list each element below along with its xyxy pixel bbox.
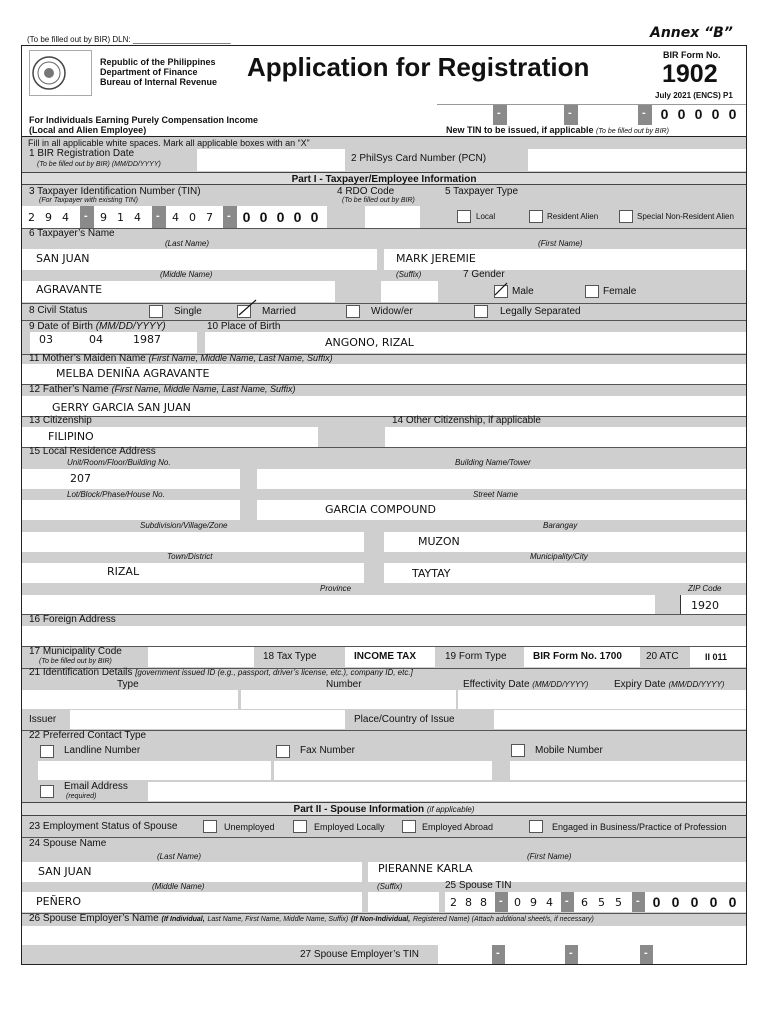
lot-caption: Lot/Block/Phase/House No. — [67, 490, 165, 499]
spouse-employer-name-field[interactable] — [22, 926, 746, 945]
dln-label: (To be filled out by BIR) DLN: ______________________ — [27, 35, 231, 44]
place-issue-caption: Place/Country of Issue — [354, 714, 455, 725]
item5-label: 5 Taxpayer Type — [445, 186, 519, 197]
citizenship-field[interactable]: FILIPINO — [22, 427, 318, 447]
item26-note-d: Registered Name) (Attach additional sheet/s, if necessary) — [412, 916, 594, 923]
spouse-suffix-caption: (Suffix) — [377, 882, 403, 891]
spouse-tin-digit: 2 — [450, 896, 457, 909]
mobile-field[interactable] — [510, 761, 746, 780]
lot-field[interactable] — [22, 500, 240, 520]
item27-label: 27 Spouse Employer’s TIN — [300, 949, 419, 960]
resident-alien-label: Resident Alien — [547, 212, 599, 221]
tin-digit: 4 — [172, 211, 179, 224]
new-tin-digit: 0 — [677, 106, 686, 122]
tin-branch-digit: 0 — [293, 209, 302, 225]
part2-note: (if applicable) — [426, 805, 475, 814]
married-checkbox[interactable] — [237, 305, 251, 318]
bir-seal-icon — [30, 51, 91, 95]
subdivision-field[interactable] — [22, 532, 364, 552]
widow-label: Widow/er — [371, 306, 413, 317]
female-checkbox[interactable] — [585, 285, 599, 298]
foreign-address-field[interactable] — [22, 626, 746, 646]
item3-note: (For Taxpayer with existing TIN) — [39, 197, 138, 204]
spouse-tin-digit: 8 — [480, 896, 487, 909]
tax-type-value: INCOME TAX — [345, 647, 435, 667]
part2-title: Part II - Spouse Information — [293, 804, 425, 815]
tin-digit: 0 — [189, 211, 196, 224]
building-field[interactable] — [257, 469, 746, 489]
widow-checkbox[interactable] — [346, 305, 360, 318]
item20-label: 20 ATC — [646, 651, 679, 662]
fax-label: Fax Number — [300, 745, 356, 756]
item10-label: 10 Place of Birth — [207, 321, 281, 332]
taxpayer-first-name-field[interactable]: MARK JEREMIE — [384, 249, 746, 270]
last-name-caption: (Last Name) — [165, 239, 210, 248]
special-nonresident-label: Special Non-Resident Alien — [637, 212, 734, 221]
spouse-tin-digit: 5 — [598, 896, 605, 909]
agency-line-1: Republic of the Philippines — [100, 57, 216, 67]
separated-label: Legally Separated — [500, 306, 581, 317]
birth-day: 04 — [89, 333, 103, 346]
tin-digit: 4 — [62, 211, 69, 224]
spouse-tin-digit: 0 — [514, 896, 521, 909]
new-tin-note: (To be filled out by BIR) — [596, 128, 669, 135]
item11-format: (First Name, Middle Name, Last Name, Suffix) — [148, 353, 333, 363]
place-of-birth-field[interactable]: ANGONO, RIZAL — [205, 332, 746, 353]
spouse-tin-digit: 8 — [465, 896, 472, 909]
item25-label: 25 Spouse TIN — [445, 880, 512, 891]
pcn-field[interactable] — [528, 149, 746, 171]
landline-label: Landline Number — [64, 745, 141, 756]
new-tin-digit: 0 — [728, 106, 737, 122]
employed-locally-label: Employed Locally — [314, 822, 385, 832]
fax-checkbox[interactable] — [276, 745, 290, 758]
item9-label: 9 Date of Birth — [29, 321, 93, 332]
spouse-middle-caption: (Middle Name) — [152, 882, 205, 891]
atc-value: II 011 — [690, 647, 746, 667]
id-type-caption: Type — [117, 679, 139, 690]
instruction-bar: Fill in all applicable white spaces. Mark all applicable boxes with an “X” — [22, 136, 746, 148]
married-label: Married — [262, 306, 296, 317]
item26-note-b: Last Name, First Name, Middle Name, Suffix) — [207, 916, 349, 923]
employed-locally-checkbox[interactable] — [293, 820, 307, 833]
item12-format: (First Name, Middle Name, Last Name, Suffix) — [111, 384, 296, 394]
spouse-employer-tin-field[interactable]: - - - — [438, 945, 746, 964]
id-number-caption: Number — [326, 679, 362, 690]
other-citizenship-field[interactable] — [385, 427, 746, 447]
form-no-label: BIR Form No. — [663, 50, 721, 60]
new-tin-label: New TIN to be issued, if applicable — [446, 125, 594, 135]
separated-checkbox[interactable] — [474, 305, 488, 318]
landline-field[interactable] — [38, 761, 271, 780]
tin-branch-digit: 0 — [310, 209, 319, 225]
mobile-checkbox[interactable] — [511, 744, 525, 757]
check-mark-icon — [237, 299, 257, 317]
expiry-caption: Expiry Date — [614, 679, 666, 690]
province-caption: Province — [320, 584, 352, 593]
spouse-tin-digit: 6 — [581, 896, 588, 909]
barangay-caption: Barangay — [543, 521, 578, 530]
item18-label: 18 Tax Type — [263, 651, 317, 662]
male-label: Male — [512, 286, 534, 297]
item26-label: 26 Spouse Employer’s Name — [29, 913, 159, 924]
municipality-code-field — [148, 647, 254, 667]
registration-date-field — [197, 149, 345, 171]
first-name-caption: (First Name) — [538, 239, 583, 248]
effectivity-format: (MM/DD/YYYY) — [532, 680, 589, 689]
tin-digit: 7 — [206, 211, 213, 224]
item1-note: (To be filled out by BIR) (MM/DD/YYYY) — [37, 161, 161, 168]
item16-label: 16 Foreign Address — [29, 614, 116, 625]
agency-line-2: Department of Finance — [100, 67, 198, 77]
item9-format: (MM/DD/YYYY) — [95, 321, 166, 332]
rdo-code-field — [365, 206, 420, 228]
issuer-field[interactable] — [70, 710, 345, 729]
business-label: Engaged in Business/Practice of Profession — [552, 822, 727, 832]
special-nonresident-checkbox[interactable] — [619, 210, 633, 223]
unit-field[interactable]: 207 — [22, 469, 240, 489]
item26-note-c: (If Non-Individual, — [351, 916, 411, 923]
spouse-tin-digit: 9 — [530, 896, 537, 909]
bir-seal — [29, 50, 92, 96]
item3-label: 3 Taxpayer Identification Number (TIN) — [29, 186, 201, 197]
form-version: July 2021 (ENCS) P1 — [655, 91, 733, 100]
unemployed-checkbox[interactable] — [203, 820, 217, 833]
applies-line-2: (Local and Alien Employee) — [29, 125, 147, 135]
form-number: 1902 — [662, 60, 718, 88]
male-checkbox[interactable] — [494, 285, 508, 298]
tin-digit: 4 — [134, 211, 141, 224]
new-tin-field: - - - 0 0 0 0 0 — [437, 104, 746, 124]
item1-label: 1 BIR Registration Date — [29, 148, 135, 159]
tin-branch-digit: 0 — [242, 209, 251, 225]
tin-field[interactable]: 2 9 4 - 9 1 4 - 4 0 7 - 0 0 0 0 0 — [22, 206, 327, 228]
subdivision-caption: Subdivision/Village/Zone — [140, 521, 228, 530]
annex-label: Annex “B” — [650, 25, 733, 41]
item21-note: [government issued ID (e.g., passport, driver’s license, etc.), company ID, etc.] — [135, 668, 413, 677]
item8-label: 8 Civil Status — [29, 305, 88, 316]
tin-digit: 9 — [45, 211, 52, 224]
item6-label: 6 Taxpayer’s Name — [29, 228, 115, 239]
barangay-field[interactable]: MUZON — [384, 532, 746, 552]
spouse-tin-field[interactable]: 2 8 8 - 0 9 4 - 6 5 5 - 0 0 0 0 0 — [445, 892, 746, 912]
agency-line-3: Bureau of Internal Revenue — [100, 77, 218, 87]
street-field[interactable]: GARCIA COMPOUND — [257, 500, 746, 520]
item4-label: 4 RDO Code — [337, 186, 395, 197]
spouse-tin-digit: 5 — [615, 896, 622, 909]
item23-label: 23 Employment Status of Spouse — [29, 821, 178, 832]
spouse-last-caption: (Last Name) — [157, 852, 202, 861]
item11-label: 11 Mother’s Maiden Name — [29, 353, 146, 364]
mothers-maiden-name-field[interactable]: MELBA DENIÑA AGRAVANTE — [22, 364, 746, 384]
unemployed-label: Unemployed — [224, 822, 275, 832]
item17-note: (To be filled out by BIR) — [39, 658, 112, 665]
single-label: Single — [174, 306, 202, 317]
item2-label: 2 PhilSys Card Number (PCN) — [351, 153, 487, 164]
item17-label: 17 Municipality Code — [29, 646, 122, 657]
tin-branch-digit: 0 — [259, 209, 268, 225]
new-tin-digit: 0 — [660, 106, 669, 122]
building-caption: Building Name/Tower — [455, 458, 531, 467]
resident-alien-checkbox[interactable] — [529, 210, 543, 223]
city-field[interactable]: TAYTAY — [384, 563, 746, 583]
item12-label: 12 Father’s Name — [29, 384, 109, 395]
employed-abroad-label: Employed Abroad — [422, 822, 494, 832]
tin-digit: 1 — [117, 211, 124, 224]
birth-year: 1987 — [133, 333, 161, 346]
tin-digit: 9 — [100, 211, 107, 224]
spouse-suffix-field[interactable] — [368, 892, 439, 912]
spouse-tin-branch-digit: 0 — [709, 894, 718, 910]
taxpayer-last-name-field[interactable]: SAN JUAN — [22, 249, 377, 270]
suffix-caption: (Suffix) — [396, 270, 422, 279]
female-label: Female — [603, 286, 637, 297]
city-caption: Municipality/City — [530, 552, 588, 561]
issuer-caption: Issuer — [29, 714, 57, 725]
id-number-field[interactable] — [241, 690, 456, 709]
email-label: Email Address — [64, 781, 128, 792]
place-issue-field[interactable] — [494, 710, 746, 729]
taxpayer-suffix-field[interactable] — [381, 281, 438, 302]
zip-caption: ZIP Code — [688, 584, 722, 593]
email-field[interactable] — [148, 782, 746, 801]
new-tin-digit: 0 — [711, 106, 720, 122]
form-title: Application for Registration — [247, 52, 590, 82]
mobile-label: Mobile Number — [535, 745, 603, 756]
form-type-value: BIR Form No. 1700 — [524, 647, 640, 667]
taxpayer-middle-name-field[interactable]: AGRAVANTE — [22, 281, 335, 302]
part1-title: Part I - Taxpayer/Employee Information — [22, 172, 746, 185]
tin-digit: 2 — [28, 211, 35, 224]
item22-label: 22 Preferred Contact Type — [29, 730, 147, 741]
spouse-tin-branch-digit: 0 — [652, 894, 661, 910]
expiry-format: (MM/DD/YYYY) — [668, 680, 725, 689]
birth-month: 03 — [39, 333, 53, 346]
single-checkbox[interactable] — [149, 305, 163, 318]
id-type-field[interactable] — [22, 690, 238, 709]
applies-line-1: For Individuals Earning Purely Compensation Income — [29, 115, 259, 125]
id-dates-field[interactable] — [458, 690, 746, 709]
item7-label: 7 Gender — [463, 269, 505, 280]
local-checkbox[interactable] — [457, 210, 471, 223]
item15-label: 15 Local Residence Address — [29, 446, 156, 457]
item13-label: 13 Citizenship — [29, 415, 92, 426]
new-tin-digit: 0 — [694, 106, 703, 122]
town-caption: Town/District — [167, 552, 213, 561]
landline-checkbox[interactable] — [40, 745, 54, 758]
effectivity-caption: Effectivity Date — [463, 679, 530, 690]
spouse-tin-branch-digit: 0 — [728, 894, 737, 910]
province-field[interactable] — [22, 595, 655, 614]
employed-abroad-checkbox[interactable] — [402, 820, 416, 833]
item21-label: 21 Identification Details — [29, 667, 133, 678]
spouse-tin-branch-digit: 0 — [671, 894, 680, 910]
item26-note-a: (If Individual, — [161, 916, 205, 923]
unit-caption: Unit/Room/Floor/Building No. — [67, 458, 171, 467]
item24-label: 24 Spouse Name — [29, 838, 107, 849]
spouse-first-caption: (First Name) — [527, 852, 572, 861]
street-caption: Street Name — [473, 490, 518, 499]
spouse-middle-name-field[interactable]: PEÑERO — [22, 892, 362, 912]
item14-label: 14 Other Citizenship, if applicable — [392, 415, 541, 426]
email-required: (required) — [66, 793, 97, 800]
check-mark-icon — [494, 282, 508, 296]
spouse-tin-digit: 4 — [546, 896, 553, 909]
middle-name-caption: (Middle Name) — [160, 270, 213, 279]
spouse-tin-branch-digit: 0 — [690, 894, 699, 910]
date-of-birth-field[interactable] — [30, 332, 197, 353]
business-checkbox[interactable] — [529, 820, 543, 833]
fathers-name-field[interactable]: GERRY GARCIA SAN JUAN — [22, 396, 746, 416]
zip-field[interactable]: 1920 — [680, 595, 746, 614]
item4-note: (To be filled out by BIR) — [342, 197, 415, 204]
item19-label: 19 Form Type — [445, 651, 507, 662]
local-label: Local — [476, 212, 496, 221]
email-checkbox[interactable] — [40, 785, 54, 798]
town-field[interactable]: RIZAL — [22, 563, 364, 583]
fax-field[interactable] — [274, 761, 492, 780]
tin-branch-digit: 0 — [276, 209, 285, 225]
spouse-first-name-field[interactable]: PIERANNE KARLA — [368, 862, 746, 882]
spouse-last-name-field[interactable]: SAN JUAN — [22, 862, 362, 882]
